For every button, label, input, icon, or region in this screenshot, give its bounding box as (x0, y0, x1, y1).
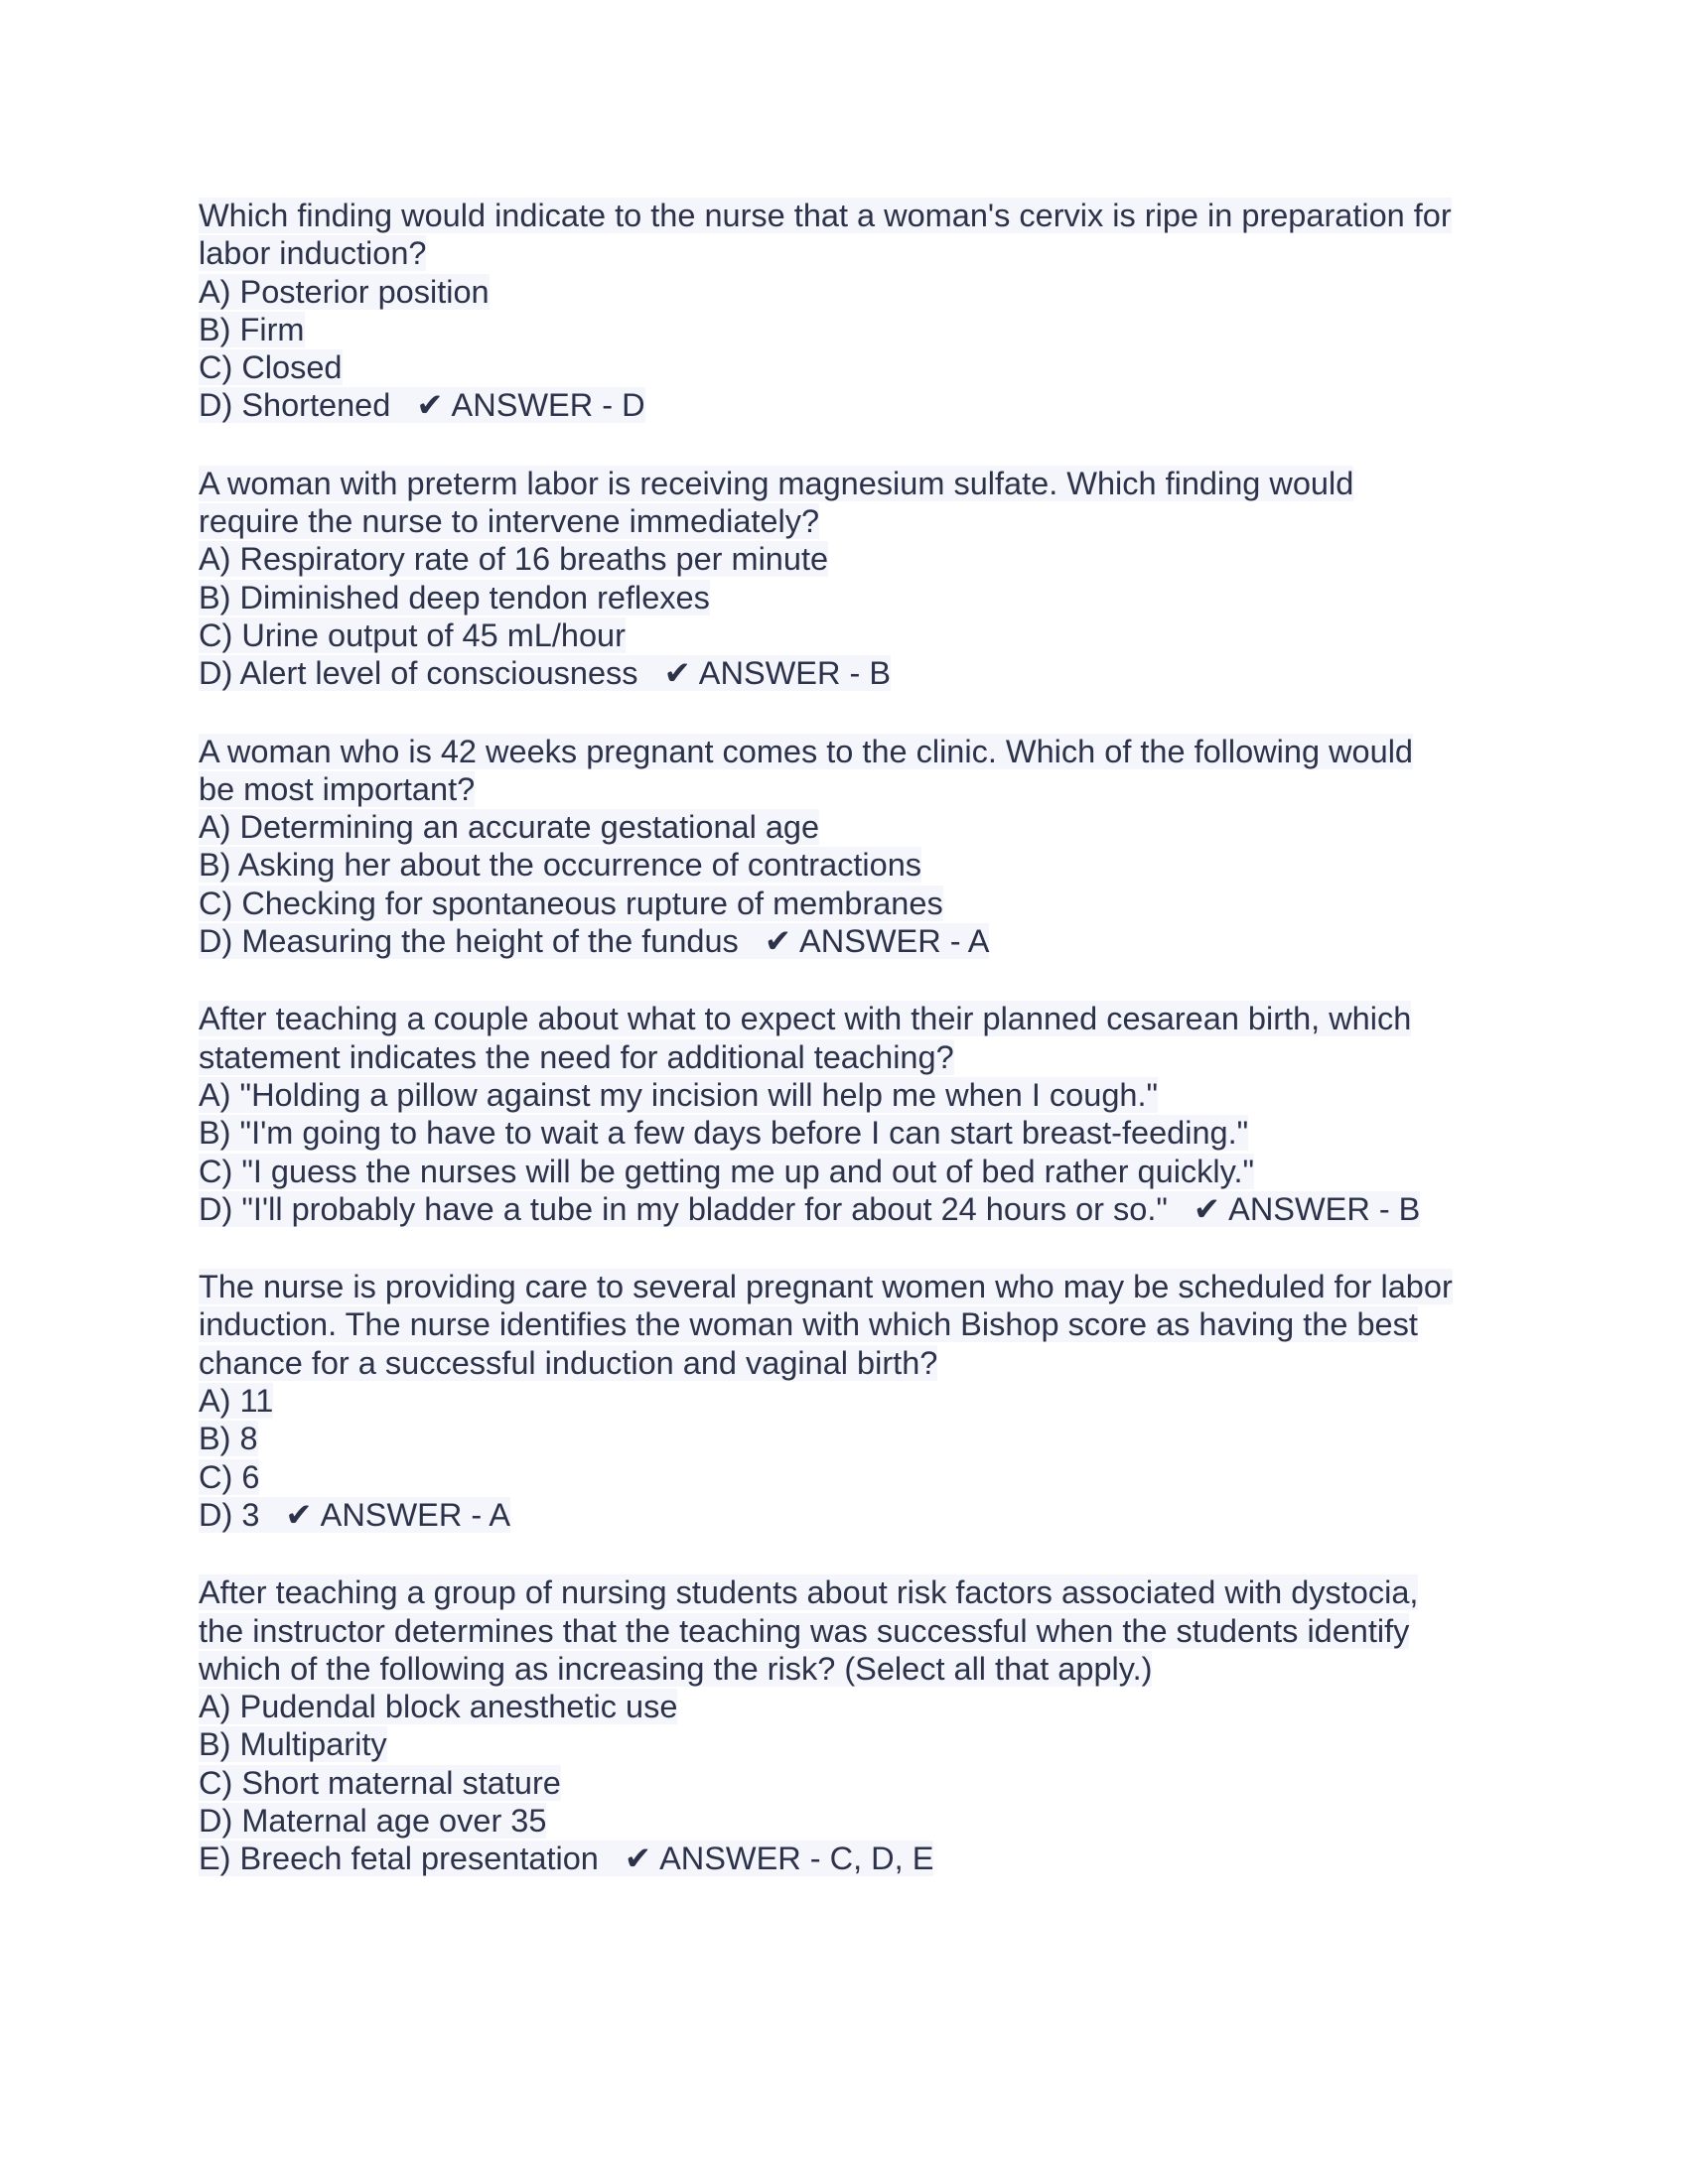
checkmark-icon: ✔ (416, 387, 444, 424)
checkmark-icon: ✔ (624, 1841, 652, 1877)
option-line: A) "Holding a pillow against my incision will help me when I cough." (199, 1076, 1159, 1113)
option-line: B) Diminished deep tendon reflexes (199, 579, 710, 615)
option-line: B) Firm (199, 311, 305, 347)
question-stem-line: Which finding would indicate to the nurse that a woman's cervix is ripe in preparation for (199, 198, 1452, 233)
question-stem-line: be most important? (199, 770, 476, 807)
answer-label: ANSWER - A (799, 923, 990, 960)
question-block (199, 1573, 1509, 1877)
option-line: C) "I guess the nurses will be getting me up and out of bed rather quickly." (199, 1153, 1255, 1189)
option-line: C) Closed (199, 349, 343, 386)
question-block (199, 465, 1509, 693)
question-block (199, 1268, 1509, 1534)
option-line: A) Determining an accurate gestational age (199, 809, 820, 846)
option-line: B) Asking her about the occurrence of contractions (199, 847, 922, 884)
answer-label: ANSWER - A (320, 1496, 511, 1533)
checkmark-icon: ✔ (1193, 1190, 1221, 1227)
option-line: C) 6 (199, 1458, 260, 1495)
option-line: C) Short maternal stature (199, 1764, 561, 1801)
question-stem-line: chance for a successful induction and vaginal birth? (199, 1344, 938, 1381)
answer-label: ANSWER - B (698, 655, 892, 692)
document-page (199, 197, 1509, 1918)
option-line: B) 8 (199, 1421, 258, 1457)
option-line-with-answer: D) Measuring the height of the fundus ✔ ANSWER - A (199, 923, 990, 960)
question-stem-line: the instructor determines that the teaching was successful when the students identify (199, 1612, 1410, 1649)
checkmark-icon: ✔ (764, 923, 792, 960)
answer-label: ANSWER - D (451, 387, 645, 424)
option-line: B) Multiparity (199, 1726, 387, 1763)
option-line: A) Respiratory rate of 16 breaths per minute (199, 541, 829, 578)
option-line-with-answer: D) Shortened ✔ ANSWER - D (199, 387, 645, 424)
option-line-with-answer: D) Alert level of consciousness ✔ ANSWER - B (199, 655, 892, 692)
option-line: A) 11 (199, 1383, 274, 1420)
option-line-with-answer: D) "I'll probably have a tube in my bladder for about 24 hours or so." ✔ ANSWER - B (199, 1190, 1421, 1227)
option-line: C) Urine output of 45 mL/hour (199, 616, 626, 653)
checkmark-icon: ✔ (285, 1496, 313, 1533)
question-block (199, 197, 1509, 425)
question-stem-line: After teaching a group of nursing students about risk factors associated with dystocia, (199, 1574, 1419, 1611)
question-stem-line: A woman who is 42 weeks pregnant comes to the clinic. Which of the following would (199, 733, 1413, 769)
question-stem-line: The nurse is providing care to several pregnant women who may be scheduled for labor (199, 1269, 1453, 1305)
question-stem-line: A woman with preterm labor is receiving magnesium sulfate. Which finding would (199, 465, 1354, 501)
option-line: C) Checking for spontaneous rupture of membranes (199, 885, 943, 921)
option-line: A) Posterior position (199, 273, 490, 310)
option-line: A) Pudendal block anesthetic use (199, 1689, 678, 1725)
option-line: D) Maternal age over 35 (199, 1802, 547, 1839)
question-stem-line: which of the following as increasing the risk? (Select all that apply.) (199, 1650, 1153, 1687)
answer-label: ANSWER - C, D, E (659, 1841, 934, 1877)
question-block (199, 733, 1509, 961)
option-line-with-answer: E) Breech fetal presentation ✔ ANSWER - C, D, E (199, 1841, 934, 1877)
question-stem-line: After teaching a couple about what to expect with their planned cesarean birth, which (199, 1001, 1412, 1037)
question-block (199, 1000, 1509, 1228)
question-stem-line: require the nurse to intervene immediately? (199, 503, 820, 540)
option-line-with-answer: D) 3 ✔ ANSWER - A (199, 1496, 511, 1533)
question-stem-line: labor induction? (199, 235, 427, 272)
option-line: B) "I'm going to have to wait a few days before I can start breast-feeding." (199, 1115, 1249, 1152)
question-stem-line: induction. The nurse identifies the woman with which Bishop score as having the best (199, 1306, 1418, 1343)
checkmark-icon: ✔ (663, 655, 691, 692)
question-stem-line: statement indicates the need for additional teaching? (199, 1038, 954, 1075)
answer-label: ANSWER - B (1228, 1190, 1421, 1227)
